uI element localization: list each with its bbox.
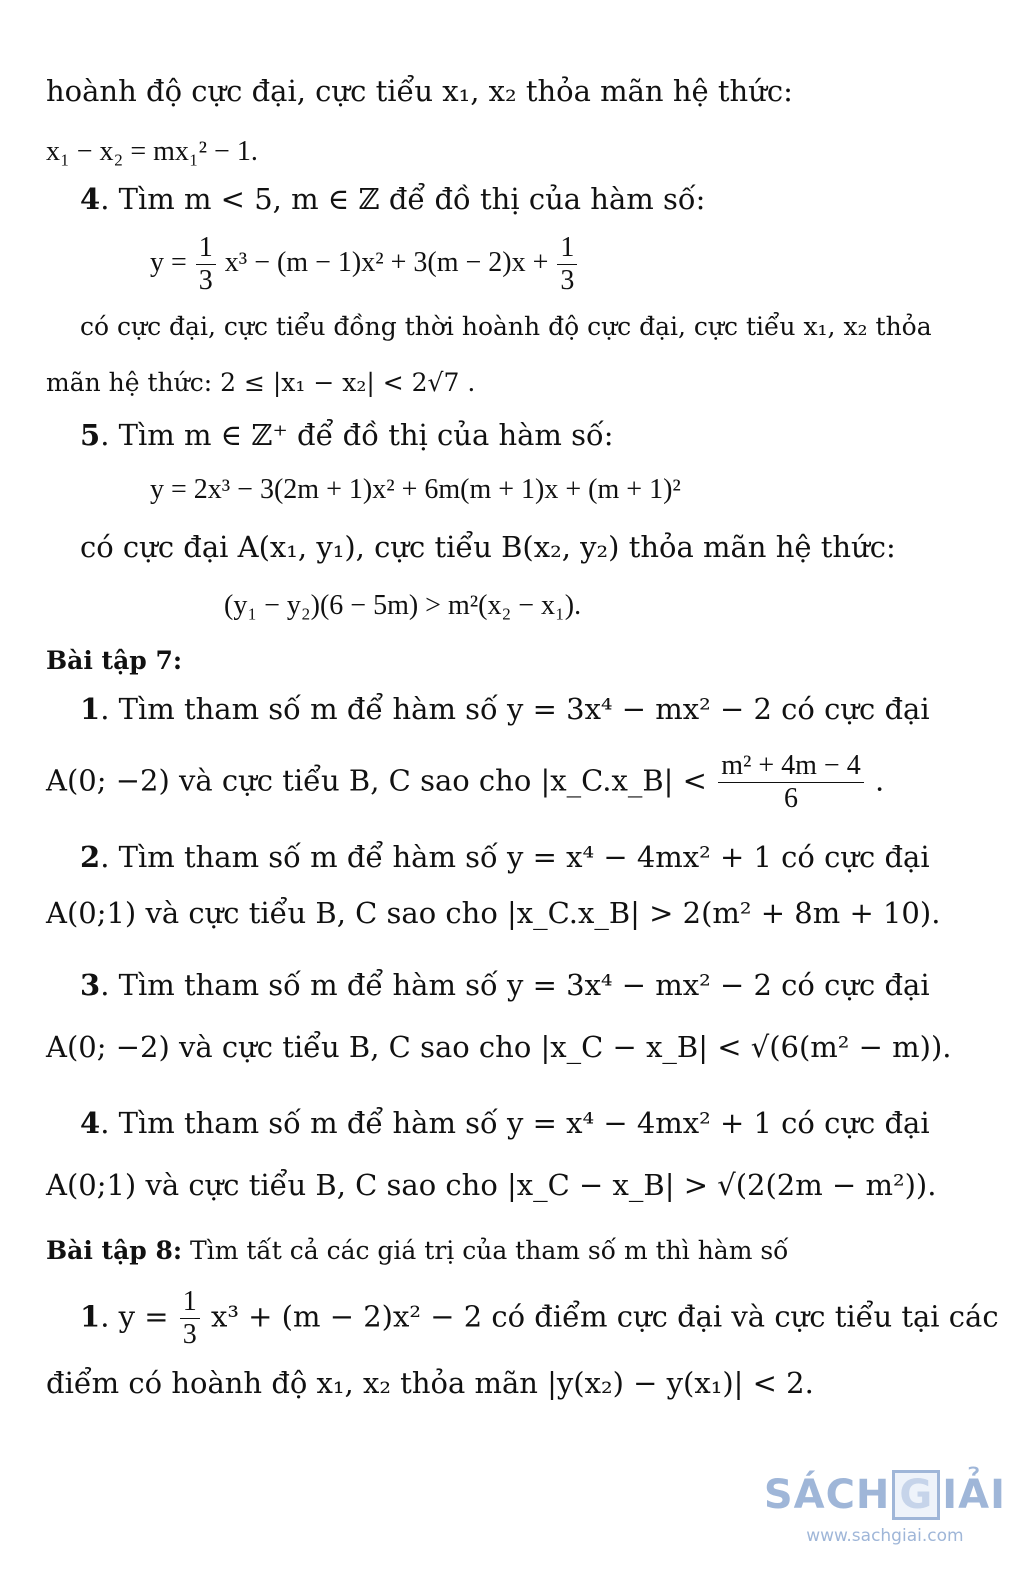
line-text: . Tìm m < 5, m ∈ ℤ để đồ thị của hàm số: — [100, 182, 706, 216]
fraction — [557, 232, 577, 297]
exercise-item-2 — [46, 840, 970, 874]
text-line — [46, 896, 970, 930]
section-heading — [46, 1236, 970, 1265]
item-number: 2 — [80, 840, 101, 874]
item-number: 3 — [80, 968, 101, 1002]
line-text: điểm có hoành độ x₁, x₂ thỏa mãn |y(x₂) − y(x₁)| < 2. — [46, 1366, 814, 1400]
line-text: . Tìm m ∈ ℤ⁺ để đồ thị của hàm số: — [100, 418, 614, 452]
fraction-numerator: 1 — [557, 232, 577, 265]
equation-line — [46, 474, 970, 506]
fraction — [196, 232, 216, 297]
heading-text: Bài tập 7: — [46, 646, 183, 675]
fraction-numerator: m² + 4m − 4 — [718, 750, 864, 783]
line-text: x₁ − x₂ = mx₁² − 1. — [46, 136, 258, 167]
fraction — [718, 750, 864, 815]
line-text: A(0;1) và cực tiểu B, C sao cho |x_C.x_B| > 2(m² + 8m + 10). — [46, 896, 941, 930]
line-text: A(0; −2) và cực tiểu B, C sao cho |x_C.x_B| < — [46, 763, 717, 798]
exercise-item-8-1 — [46, 1286, 999, 1351]
line-text: có cực đại, cực tiểu đồng thời hoành độ cực đại, cực tiểu x₁, x₂ thỏa — [80, 312, 932, 341]
text-line — [46, 312, 970, 341]
line-prefix: . y = — [100, 1299, 178, 1334]
heading-text: Bài tập 8: — [46, 1236, 183, 1265]
line-text: mãn hệ thức: 2 ≤ |x₁ − x₂| < 2√7 . — [46, 368, 476, 397]
watermark-logo — [764, 1470, 1006, 1520]
exercise-item-4 — [46, 182, 970, 216]
line-text: x³ + (m − 2)x² − 2 có điểm cực đại và cực tiểu tại các — [210, 1299, 999, 1334]
watermark — [764, 1470, 1006, 1546]
item-number: 4 — [80, 182, 101, 216]
line-text: . Tìm tham số m để hàm số y = x⁴ − 4mx² + 1 có cực đại — [100, 840, 930, 874]
item-number: 5 — [80, 418, 101, 452]
text-line — [46, 750, 970, 815]
fraction-numerator: 1 — [180, 1286, 200, 1319]
fraction-numerator: 1 — [196, 232, 216, 265]
line-text: y = 2x³ − 3(2m + 1)x² + 6m(m + 1)x + (m + 1)² — [150, 474, 681, 505]
exercise-item-3 — [46, 968, 970, 1002]
line-suffix: . — [874, 763, 885, 798]
equation-line — [46, 232, 970, 297]
text-line — [46, 74, 970, 108]
line-text: . Tìm tham số m để hàm số y = 3x⁴ − mx² − 2 có cực đại — [100, 692, 930, 726]
text-line — [46, 1030, 970, 1064]
fraction — [180, 1286, 200, 1351]
exercise-item-5 — [46, 418, 970, 452]
equation-line — [46, 590, 970, 622]
fraction-denominator: 3 — [198, 265, 213, 297]
text-line — [46, 1168, 970, 1202]
line-text: (y₁ − y₂)(6 − 5m) > m²(x₂ − x₁). — [224, 590, 582, 621]
item-number: 4 — [80, 1106, 101, 1140]
watermark-url: www.sachgiai.com — [806, 1526, 964, 1546]
item-number: 1 — [80, 692, 101, 726]
fraction-denominator: 3 — [182, 1319, 197, 1351]
text-line — [46, 1366, 970, 1400]
exercise-item-4b — [46, 1106, 970, 1140]
line-text: . Tìm tham số m để hàm số y = x⁴ − 4mx² + 1 có cực đại — [100, 1106, 930, 1140]
line-text: có cực đại A(x₁, y₁), cực tiểu B(x₂, y₂) thỏa mãn hệ thức: — [80, 530, 896, 564]
logo-box: G — [892, 1470, 940, 1520]
exercise-item-1 — [46, 692, 970, 726]
math-line — [46, 136, 970, 168]
fraction-denominator: 3 — [560, 265, 575, 297]
text-line — [46, 368, 970, 397]
eq-middle: x³ − (m − 1)x² + 3(m − 2)x + — [224, 247, 556, 279]
logo-text-left: SÁCH — [763, 1472, 891, 1518]
item-number: 1 — [80, 1299, 101, 1334]
line-text: A(0; −2) và cực tiểu B, C sao cho |x_C − x_B| < √(6(m² − m)). — [46, 1030, 952, 1064]
line-text: A(0;1) và cực tiểu B, C sao cho |x_C − x_B| > √(2(2m − m²)). — [46, 1168, 937, 1202]
section-heading — [46, 646, 970, 675]
eq-prefix: y = — [150, 247, 194, 279]
line-text: . Tìm tham số m để hàm số y = 3x⁴ − mx² − 2 có cực đại — [100, 968, 930, 1002]
line-text: hoành độ cực đại, cực tiểu x₁, x₂ thỏa mãn hệ thức: — [46, 74, 793, 108]
logo-text-right: IẢI — [942, 1472, 1006, 1518]
fraction-denominator: 6 — [783, 783, 798, 815]
text-line — [46, 530, 970, 564]
line-text: Tìm tất cả các giá trị của tham số m thì hàm số — [182, 1236, 789, 1265]
